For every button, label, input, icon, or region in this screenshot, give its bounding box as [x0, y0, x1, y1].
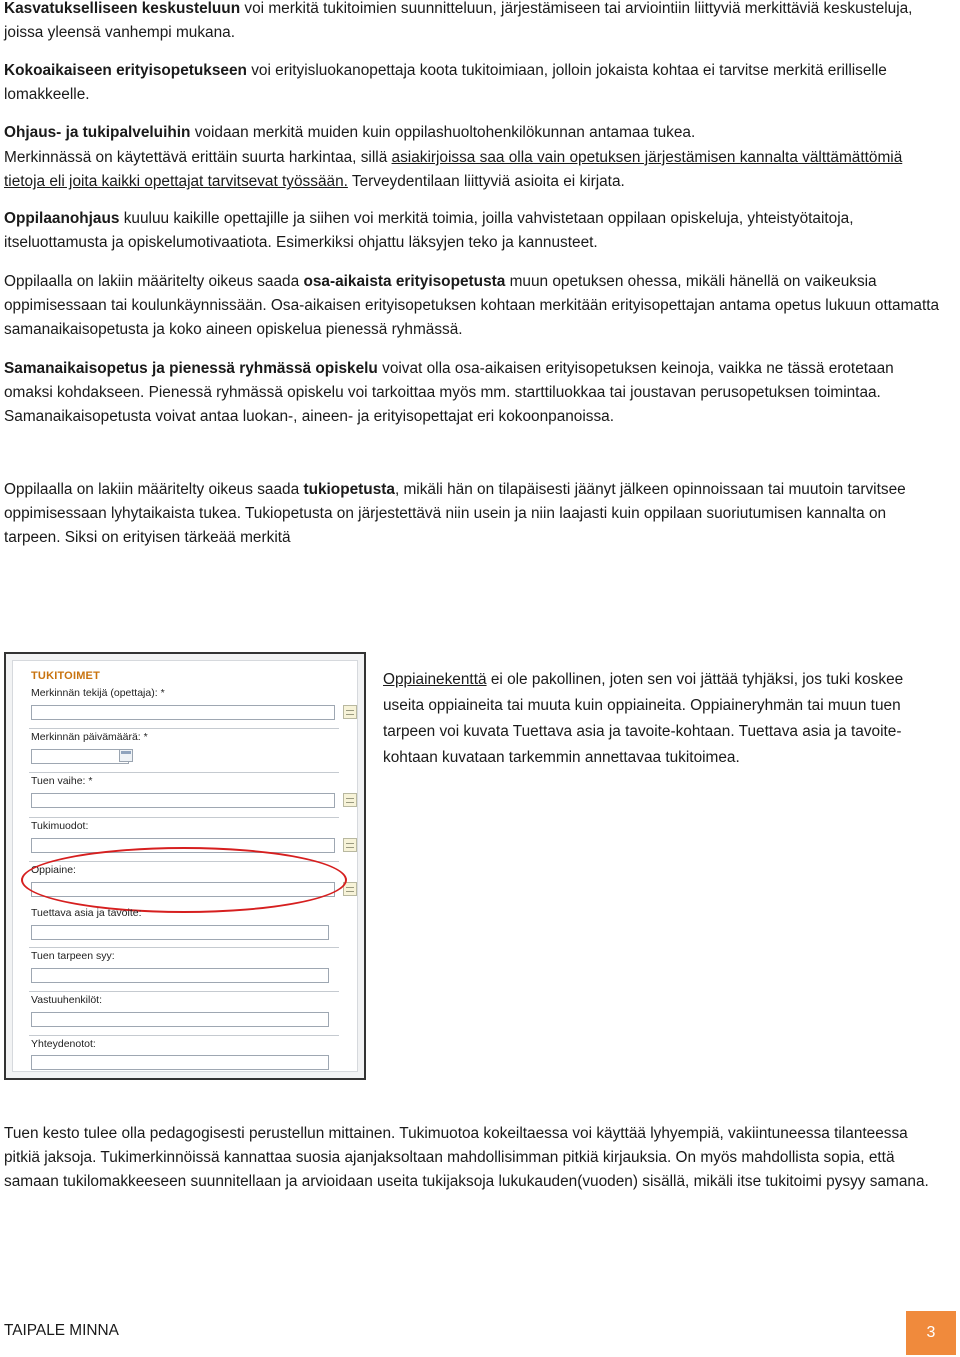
form-panel [12, 660, 358, 1072]
form-heading: TUKITOIMET [31, 670, 101, 682]
highlight-oval [21, 847, 347, 913]
paragraph-samanaikaisopetus [4, 357, 944, 430]
paragraph-text: muun opetuksen ohessa, mikäli hänellä on vaikeuksia oppimisessaan tai koulunkäynnissään. Osa-aikaisen erityisopetuksen kohtaan merkitään erityisopettajan antama opetus lukuun ottamatta samanaikaisopetusta ja koko aineen opiskelua pienessä ryhmässä. [4, 273, 940, 339]
paragraph-text: voidaan merkitä muiden kuin oppilashuoltohenkilökunnan antamaa tukea. [190, 124, 696, 141]
label-tuen-tarpeen-syy: Tuen tarpeen syy: [31, 950, 115, 962]
paragraph-text: Terveydentilaan liittyviä asioita ei kirjata. [347, 173, 625, 191]
list-picker-icon[interactable] [343, 838, 357, 852]
paragraph-text: Oppilaalla on lakiin määritelty oikeus saada [4, 273, 304, 290]
paragraph-ohjaus-ja-tukipalvelut [4, 121, 944, 145]
paragraph-text: ei ole pakollinen, joten sen voi jättää tyhjäksi, jos tuki koskee useita oppiaineita tai muuta kuin oppiaineita. Oppiaineryhmän tai muun tuen tarpeen voi kuvata Tuettava asia ja tavoite-kohtaan. Tuettava asia ja tavoite-kohtaan kuvataan tarkemmin annettavaa tukitoimea. [383, 671, 904, 766]
bold-term: tukiopetusta [303, 481, 395, 498]
input-tuettava-asia[interactable] [31, 925, 329, 940]
bold-term: Samanaikaisopetus ja pienessä ryhmässä opiskelu [4, 360, 378, 377]
paragraph-text: Merkinnässä on käytettävä erittäin suurta harkintaa, sillä [4, 149, 392, 166]
paragraph-text: kuuluu kaikille opettajille ja siihen voi merkitä toimia, joilla vahvistetaan oppilaan opiskeluja, yhteistyötaitoja, itseluottamusta ja opiskelumotivaatiota. Esimerkiksi ohjattu läksyjen teko ja kannusteet. [4, 210, 854, 252]
label-tukimuodot: Tukimuodot: [31, 820, 89, 832]
input-tuen-tarpeen-syy[interactable] [31, 968, 329, 983]
list-picker-icon[interactable] [343, 793, 357, 807]
page-number-badge [906, 1311, 956, 1355]
label-merkinnan-paivamaara: Merkinnän päivämäärä: * [31, 731, 148, 743]
bold-term: Ohjaus- ja tukipalveluihin [4, 124, 191, 141]
divider [29, 991, 339, 992]
calendar-icon[interactable] [119, 749, 133, 762]
paragraph-osa-aikainen-erityisopetus [4, 270, 944, 343]
paragraph-text: voivat olla osa-aikaisen erityisopetuksen keinoja, vaikka ne tässä erotetaan omaksi kohdakseen. Pienessä ryhmässä opiskelu voi tarkoittaa myös mm. starttiluokkaa tai joustavan perusopetuksen toimintaa. Samanaikaisopetusta voivat antaa luokan-, aineen- ja erityisopettajat eri kokoonpanoissa. [4, 360, 894, 426]
side-explanation [383, 667, 923, 771]
list-picker-icon[interactable] [343, 705, 357, 719]
paragraph-text: Oppilaalla on lakiin määritelty oikeus saada [4, 481, 304, 498]
input-vastuuhenkilot[interactable] [31, 1012, 329, 1027]
paragraph-text: , mikäli hän on tilapäisesti jäänyt jälkeen opinnoissaan tai muutoin tarvitsee oppimisessaan lyhytaikaista tukea. Tukiopetusta on järjestettävä niin usein ja niin laajasti kuin oppilaan suoriutumisen kannalta on tarpeen. Siksi on erityisen tärkeää merkitä [4, 481, 906, 547]
label-vastuuhenkilot: Vastuuhenkilöt: [31, 994, 103, 1006]
bold-term: Kasvatukselliseen keskusteluun [4, 0, 241, 17]
bold-term: Oppilaanohjaus [4, 210, 120, 227]
paragraph-tukiopetus [4, 478, 944, 551]
divider [29, 1035, 339, 1036]
input-merkinnan-tekija[interactable] [31, 705, 335, 720]
label-merkinnan-tekija: Merkinnän tekijä (opettaja): * [31, 687, 165, 699]
bold-term: Kokoaikaiseen erityisopetukseen [4, 62, 247, 79]
paragraph-kokoaikainen-erityisopetus [4, 59, 944, 107]
bold-term: osa-aikaista erityisopetusta [303, 273, 506, 290]
paragraph-merkinnan-harkinta [4, 146, 944, 194]
underlined-text: asiakirjoissa saa olla vain opetuksen järjestämisen kannalta välttämättömiä tietoja eli joita kaikki opettajat tarvitsevat työssään. [4, 149, 903, 191]
label-oppiaine: Oppiaine: [31, 864, 76, 876]
page-number: 3 [926, 1324, 936, 1341]
divider [29, 947, 339, 948]
paragraph-oppilaanohjaus [4, 207, 944, 255]
form-screenshot [4, 652, 366, 1080]
input-tuen-vaihe[interactable] [31, 793, 335, 808]
paragraph-text: voi erityisluokanopettaja koota tukitoimiaan, jolloin jokaista kohtaa ei tarvitse merkitä erilliselle lomakkeelle. [4, 62, 887, 104]
label-yhteydenotot: Yhteydenotot: [31, 1038, 96, 1050]
label-tuettava-asia: Tuettava asia ja tavoite: [31, 907, 142, 919]
paragraph-tuen-kesto [4, 1122, 944, 1195]
divider [29, 772, 339, 773]
underlined-term: Oppiainekenttä [383, 671, 487, 688]
input-merkinnan-paivamaara[interactable] [31, 749, 129, 764]
divider [29, 817, 339, 818]
label-tuen-vaihe: Tuen vaihe: * [31, 775, 93, 787]
input-yhteydenotot[interactable] [31, 1055, 329, 1070]
divider [29, 728, 339, 729]
footer-author: TAIPALE MINNA [4, 1322, 119, 1339]
paragraph-kasvatukselliseen-keskusteluun [4, 0, 944, 45]
paragraph-text: Tuen kesto tulee olla pedagogisesti perustellun mittainen. Tukimuotoa kokeiltaessa voi käyttää lyhyempiä, vakiintuneessa tilanteessa pitkiä jaksoja. Tukimerkinnöissä kannattaa suosia ajanjaksoltaan mahdollisimman pitkiä kirjauksia. On myös mahdollista sopia, että samaan tukilomakkeeseen suunnitellaan ja arvioidaan useita tukijaksoja lukukauden(vuoden) sisällä, mikäli itse tukitoimi pysyy samana. [4, 1125, 929, 1191]
paragraph-text: voi merkitä tukitoimien suunnitteluun, järjestämiseen tai arviointiin liittyviä merkittäviä keskusteluja, joissa yleensä vanhempi mukana. [4, 0, 913, 42]
